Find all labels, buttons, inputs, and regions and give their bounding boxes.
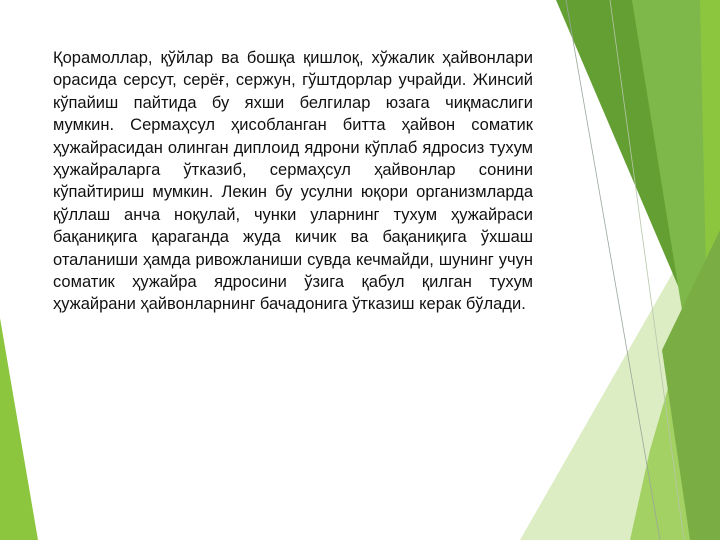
main-paragraph: Қорамоллар, қўйлар ва бошқа қишлоқ, хўжалик ҳайвонлари орасида серсут, серёғ, сержун, гўштдорлар учрайди. Жинсий кўпайиш пайтида бу яхши белгилар юзага чиқмаслиги мумкин. Сермаҳсул ҳисобланган битта ҳайвон соматик ҳужайрасидан олинган диплоид ядрони кўплаб ядросиз тухум ҳужайраларга ўтказиб, сермаҳсул ҳайвонлар сонини кўпайтириш мумкин. Лекин бу усулни юқори организмларда қўллаш анча ноқулай, чунки уларнинг тухум ҳужайраси бақаниқига қараганда жуда кичик ва бақаниқига ўхшаш оталаниши ҳамда ривожланиши сувда кечмайди, шунинг учун соматик ҳужайра ядросини ўзига қабул қилган тухум ҳужайрани ҳайвонларнинг бачадонига ўтказиш керак бўлади. (53, 49, 533, 314)
left-green-sliver (0, 318, 38, 540)
